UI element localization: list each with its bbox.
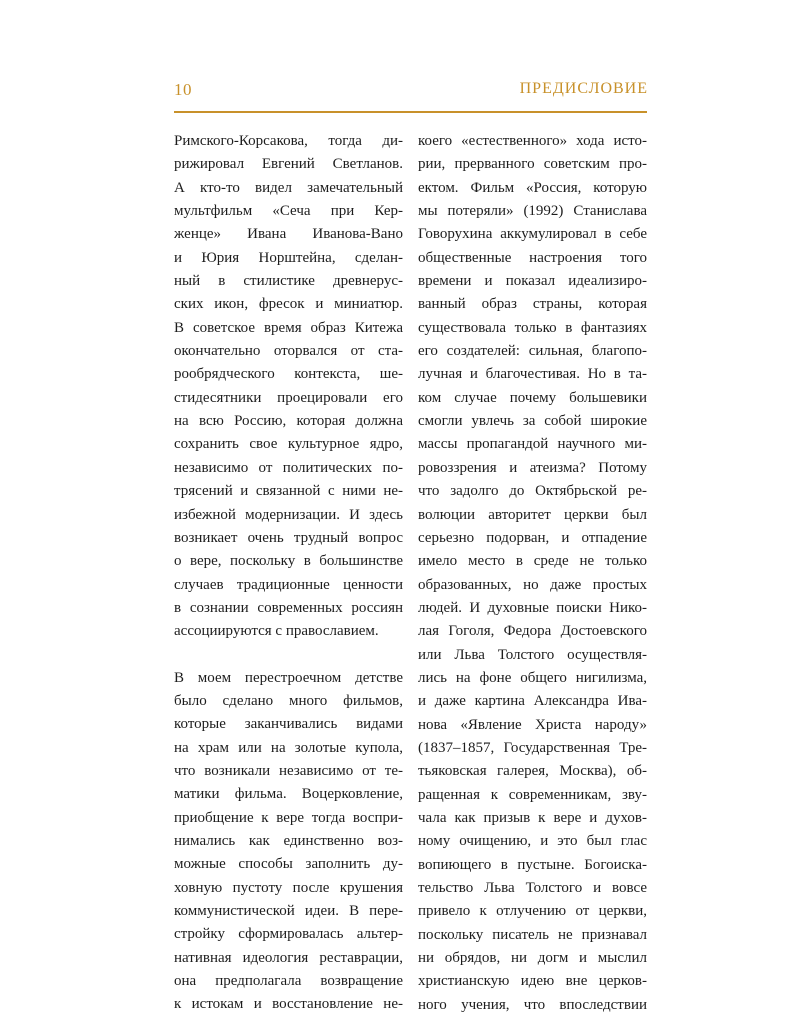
text-line: мультфильм «Сеча при Кер- [174,203,403,220]
text-line: или Льва Толстого осуществля- [418,646,647,663]
text-line: рижировал Евгений Светланов. [174,156,403,173]
text-line: она предполагала возвращение [174,973,403,990]
left-paragraph-1 [174,130,403,644]
right-paragraph-1 [418,130,647,1017]
text-line: и даже картина Александра Ива- [418,693,647,710]
text-line: вопиющего в пустыне. Богоиска- [418,856,647,873]
text-line: его создателей: сильная, благопо- [418,343,647,360]
text-line: мы потеряли» (1992) Станислава [418,203,647,220]
text-line: людей. И духовные поиски Нико- [418,599,647,616]
text-line: чала как призыв к вере и духов- [418,809,647,826]
text-line: избежной модернизации. И здесь [174,506,403,523]
text-line: рообрядческого контекста, ше- [174,366,403,383]
text-line: ному очищению, и это был глас [418,833,647,850]
text-line: Говорухина аккумулировал в себе [418,226,647,243]
text-line: лись на фоне общего нигилизма, [418,669,647,686]
text-line: коммунистической идеи. В пере- [174,903,403,919]
text-line: матики фильма. Воцерковление, [174,786,403,803]
text-line: ванный образ страны, которая [418,296,647,313]
text-line: сохранить свое культурное ядро, [174,436,403,453]
text-line: ни обрядов, ни догм и мыслил [418,950,647,967]
text-line: независимо от политических по- [174,459,403,476]
text-line: лая Гоголя, Федора Достоевского [418,623,647,640]
right-column [418,130,647,1017]
text-line: нимались как единственно воз- [174,832,403,849]
text-line: поскольку писатель не признавал [418,926,647,943]
left-paragraph-2 [174,667,403,1017]
text-line: массы пропагандой научного ми- [418,436,647,453]
running-head: ПРЕДИСЛОВИЕ [519,80,648,97]
text-line: тьяковская галерея, Москва), об- [418,763,647,780]
text-line: трясений и связанной с ними не- [174,483,403,500]
text-line: ектом. Фильм «Россия, которую [418,179,647,196]
text-line: тельство Льва Толстого и вовсе [418,880,647,896]
left-column [174,130,403,1017]
text-line: христианскую идею вне церков- [418,973,647,990]
text-line: В моем перестроечном детстве [174,669,403,686]
text-line: лучная и благочестивая. Но в та- [418,366,647,383]
text-line: случаев традиционные ценности [174,576,403,593]
text-line: стройку сформировалась альтер- [174,926,403,943]
text-line: возникает очень трудный вопрос [174,529,403,546]
text-line: имело место в среде не только [418,553,647,570]
text-line: женце» Ивана Иванова-Вано [174,226,403,243]
text-line: волюции авторитет церкви был [418,506,647,523]
text-line: ровоззрения и атеизма? Потому [418,459,647,476]
text-line: существовала только в фантазиях [418,319,647,336]
text-line: к истокам и восстановление не- [174,996,403,1013]
text-line: ховную пустоту после крушения [174,879,403,896]
text-line: окончательно оторвался от ста- [174,343,403,360]
text-line: что возникали независимо от те- [174,762,403,779]
text-line: нова «Явление Христа народу» [418,716,647,733]
text-line: которые заканчивались видами [174,716,403,733]
text-line: нативная идеология реставрации, [174,949,403,966]
text-line: серьезно подорван, и отпадение [418,529,647,546]
text-line: приобщение к вере тогда воспри- [174,809,403,826]
text-line: (1837–1857, Государственная Тре- [418,739,647,756]
page-number: 10 [174,80,192,99]
text-line: ращенная к современникам, зву- [418,786,647,803]
text-line: Римского-Корсакова, тогда ди- [174,133,403,149]
text-line: ком случае почему большевики [418,389,647,406]
text-line: коего «естественного» хода исто- [418,133,647,149]
text-line: ный в стилистике древнерус- [174,273,403,290]
text-line: времени и показал идеализиро- [418,273,647,290]
text-line: А кто-то видел замечательный [174,179,403,196]
text-line: общественные настроения того [418,249,647,266]
text-line: ного учения, что впоследствии [418,996,647,1013]
text-line: образованных, но даже простых [418,576,647,593]
text-line: было сделано много фильмов, [174,692,403,709]
header-rule [174,111,647,113]
text-line: и Юрия Норштейна, сделан- [174,249,403,266]
text-line: ассоциируются с православием. [174,623,379,640]
text-line: В советское время образ Китежа [174,319,403,336]
text-line: привело к отлучению от церкви, [418,903,647,920]
text-line: в сознании современных россиян [174,599,403,616]
text-line: ских икон, фресок и миниатюр. [174,296,403,313]
text-line: смогли увлечь за собой широкие [418,413,647,430]
text-line: рии, прерванного советским про- [418,156,647,173]
text-line: что задолго до Октябрьской ре- [418,483,647,500]
text-line: стидесятники проецировали его [174,389,403,406]
text-line: можные способы заполнить ду- [174,856,403,873]
text-line: о вере, поскольку в большинстве [174,553,403,570]
text-line: на всю Россию, которая должна [174,413,403,430]
text-line: на храм или на золотые купола, [174,739,403,756]
